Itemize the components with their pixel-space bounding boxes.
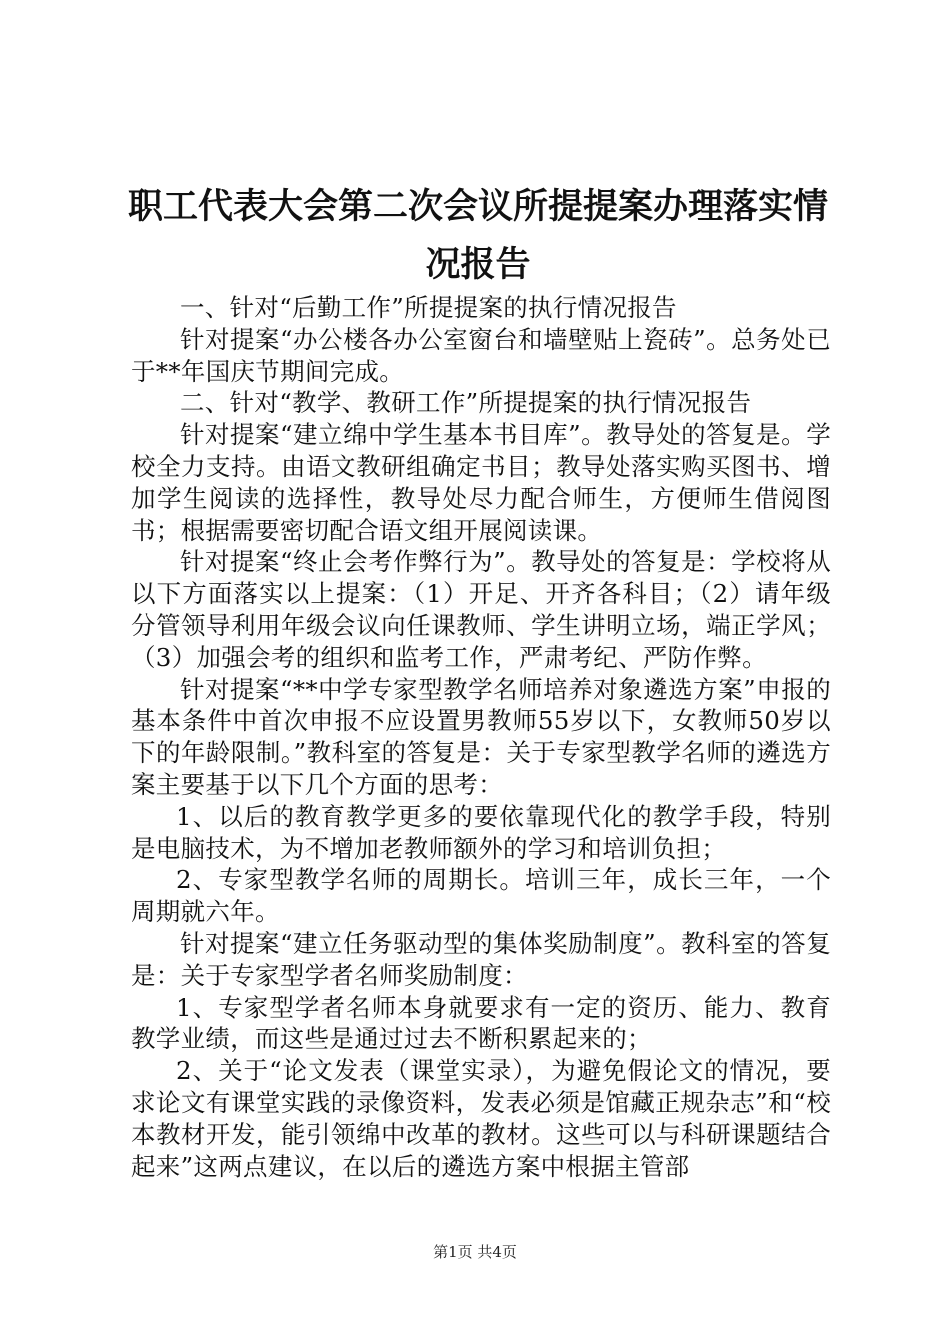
list-item-point-1: 1、以后的教育教学更多的要依靠现代化的教学手段，特别是电脑技术，为不增加老教师额外的学习和培训负担； xyxy=(131,801,831,863)
list-item-reward-1: 1、专家型学者名师本身就要求有一定的资历、能力、教育教学业绩，而这些是通过过去不断积累起来的； xyxy=(131,992,831,1054)
section-heading-logistics: 一、针对“后勤工作”所提提案的执行情况报告 xyxy=(180,293,677,322)
paragraph-expert-teacher-proposal: 针对提案“**中学专家型教学名师培养对象遴选方案”申报的基本条件中首次申报不应设置男教师55岁以下，女教师50岁以下的年龄限制。”教科室的答复是：关于专家型教学名师的遴选方案主要基于以下几个方面的思考： xyxy=(131,674,831,799)
document-title: 职工代表大会第二次会议所提提案办理落实情况报告 xyxy=(128,186,829,285)
list-item-reward-2: 2、关于“论文发表（课堂实录），为避免假论文的情况，要求论文有课堂实践的录像资料，发表必须是馆藏正规杂志”和“校本教材开发，能引领绵中改革的教材。这些可以与科研课题结合起来”这两点建议，在以后的遴选方案中根据主管部 xyxy=(131,1056,831,1181)
paragraph-exam-cheating-proposal: 针对提案“终止会考作弊行为”。教导处的答复是：学校将从以下方面落实以上提案：（1）开足、开齐各科目；（2）请年级分管领导利用年级会议向任课教师、学生讲明立场，端正学风；（3）加强会考的组织和监考工作，严肃考纪、严防作弊。 xyxy=(131,547,831,672)
paragraph-reward-system-proposal: 针对提案“建立任务驱动型的集体奖励制度”。教科室的答复是：关于专家型学者名师奖励制度： xyxy=(131,928,831,990)
document-body xyxy=(131,292,831,1182)
paragraph-tiles-proposal: 针对提案“办公楼各办公室窗台和墙壁贴上瓷砖”。总务处已于**年国庆节期间完成。 xyxy=(131,324,831,386)
paragraph-book-list-proposal: 针对提案“建立绵中学生基本书目库”。教导处的答复是。学校全力支持。由语文教研组确定书目；教导处落实购买图书、增加学生阅读的选择性，教导处尽力配合师生，方便师生借阅图书；根据需要密切配合语文组开展阅读课。 xyxy=(131,420,831,545)
page-footer: 第1页 共4页 xyxy=(433,1243,517,1261)
list-item-point-2: 2、专家型教学名师的周期长。培训三年，成长三年，一个周期就六年。 xyxy=(131,865,831,927)
section-heading-teaching: 二、针对“教学、教研工作”所提提案的执行情况报告 xyxy=(180,388,752,418)
